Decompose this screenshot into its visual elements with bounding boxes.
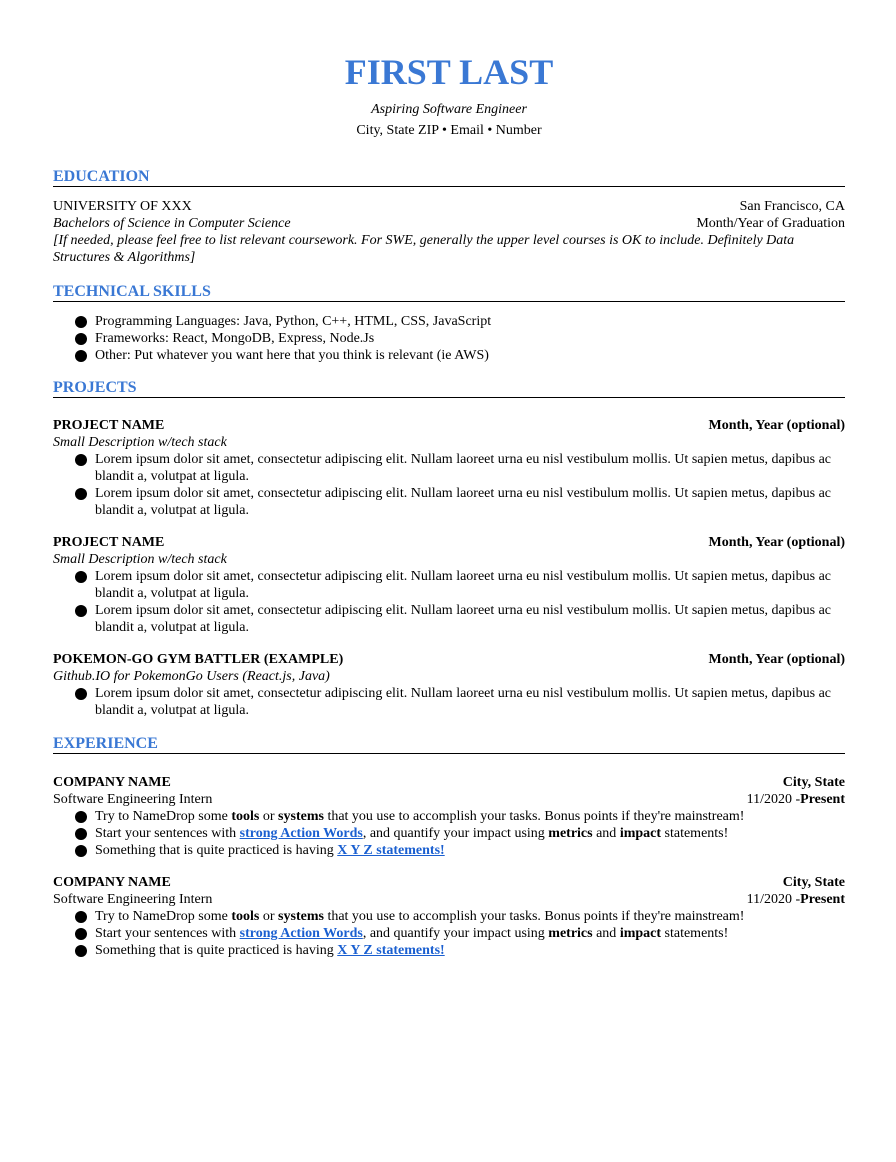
xyz-statements-link[interactable]: X Y Z statements!: [337, 943, 445, 958]
action-words-link[interactable]: strong Action Words: [239, 826, 363, 841]
school-location: San Francisco, CA: [739, 199, 845, 214]
project-description: Small Description w/tech stack: [53, 552, 227, 567]
project-bullet: Lorem ipsum dolor sit amet, consectetur adipiscing elit. Nullam laoreet urna eu nisl vestibulum mollis. Ut sapien metus, dapibus ac blandit a, volutpat at ligula.: [53, 602, 845, 636]
skill-item: Frameworks: React, MongoDB, Express, Node.Js: [53, 330, 845, 347]
company-name: COMPANY NAME: [53, 875, 171, 890]
project-date: Month, Year (optional): [708, 535, 845, 550]
job-dates: 11/2020 -Present: [746, 892, 845, 907]
experience-bullet: Start your sentences with strong Action Words, and quantify your impact using metrics and impact statements!: [53, 925, 845, 942]
project-date: Month, Year (optional): [708, 652, 845, 667]
job-role: Software Engineering Intern: [53, 792, 213, 807]
coursework-note: [If needed, please feel free to list relevant coursework. For SWE, generally the upper level courses is OK to include. Definitely Data Structures & Algorithms]: [53, 233, 795, 265]
action-words-link[interactable]: strong Action Words: [239, 926, 363, 941]
project-entry: [53, 417, 845, 519]
project-bullet: Lorem ipsum dolor sit amet, consectetur adipiscing elit. Nullam laoreet urna eu nisl vestibulum mollis. Ut sapien metus, dapibus ac blandit a, volutpat at ligula.: [53, 685, 845, 719]
education-entry: [53, 198, 845, 266]
project-bullets: [53, 451, 845, 519]
project-bullets: [53, 568, 845, 636]
experience-entry: [53, 774, 845, 859]
projects-heading: PROJECTS: [53, 378, 845, 398]
company-location: City, State: [782, 775, 845, 790]
skill-item: Programming Languages: Java, Python, C++, HTML, CSS, JavaScript: [53, 313, 845, 330]
education-heading: EDUCATION: [53, 167, 845, 187]
experience-bullet: Start your sentences with strong Action Words, and quantify your impact using metrics and impact statements!: [53, 825, 845, 842]
project-description: Github.IO for PokemonGo Users (React.js, Java): [53, 669, 330, 684]
experience-heading: EXPERIENCE: [53, 734, 845, 754]
project-entry: [53, 651, 845, 719]
graduation-date: Month/Year of Graduation: [696, 216, 845, 231]
xyz-statements-link[interactable]: X Y Z statements!: [337, 843, 445, 858]
contact-line: City, State ZIP • Email • Number: [356, 123, 542, 138]
skills-heading: TECHNICAL SKILLS: [53, 282, 845, 302]
project-entry: [53, 534, 845, 636]
degree: Bachelors of Science in Computer Science: [53, 216, 291, 231]
candidate-name: FIRST LAST: [344, 52, 554, 92]
project-name: POKEMON-GO GYM BATTLER (EXAMPLE): [53, 652, 344, 667]
company-location: City, State: [782, 875, 845, 890]
tagline: Aspiring Software Engineer: [371, 102, 527, 117]
experience-bullet: Something that is quite practiced is having X Y Z statements!: [53, 942, 845, 959]
experience-bullet: Try to NameDrop some tools or systems that you use to accomplish your tasks. Bonus points if they're mainstream!: [53, 908, 845, 925]
experience-bullet: Something that is quite practiced is having X Y Z statements!: [53, 842, 845, 859]
company-name: COMPANY NAME: [53, 775, 171, 790]
project-date: Month, Year (optional): [708, 418, 845, 433]
project-name: PROJECT NAME: [53, 418, 165, 433]
project-name: PROJECT NAME: [53, 535, 165, 550]
project-description: Small Description w/tech stack: [53, 435, 227, 450]
skills-list: [53, 313, 845, 364]
project-bullet: Lorem ipsum dolor sit amet, consectetur adipiscing elit. Nullam laoreet urna eu nisl vestibulum mollis. Ut sapien metus, dapibus ac blandit a, volutpat at ligula.: [53, 485, 845, 519]
experience-bullets: [53, 908, 845, 959]
job-dates: 11/2020 -Present: [746, 792, 845, 807]
project-bullets: [53, 685, 845, 719]
project-bullet: Lorem ipsum dolor sit amet, consectetur adipiscing elit. Nullam laoreet urna eu nisl vestibulum mollis. Ut sapien metus, dapibus ac blandit a, volutpat at ligula.: [53, 568, 845, 602]
job-role: Software Engineering Intern: [53, 892, 213, 907]
school-name: UNIVERSITY OF XXX: [53, 199, 192, 214]
skill-item: Other: Put whatever you want here that you think is relevant (ie AWS): [53, 347, 845, 364]
experience-entry: [53, 874, 845, 959]
experience-bullets: [53, 808, 845, 859]
project-bullet: Lorem ipsum dolor sit amet, consectetur adipiscing elit. Nullam laoreet urna eu nisl vestibulum mollis. Ut sapien metus, dapibus ac blandit a, volutpat at ligula.: [53, 451, 845, 485]
experience-bullet: Try to NameDrop some tools or systems that you use to accomplish your tasks. Bonus points if they're mainstream!: [53, 808, 845, 825]
